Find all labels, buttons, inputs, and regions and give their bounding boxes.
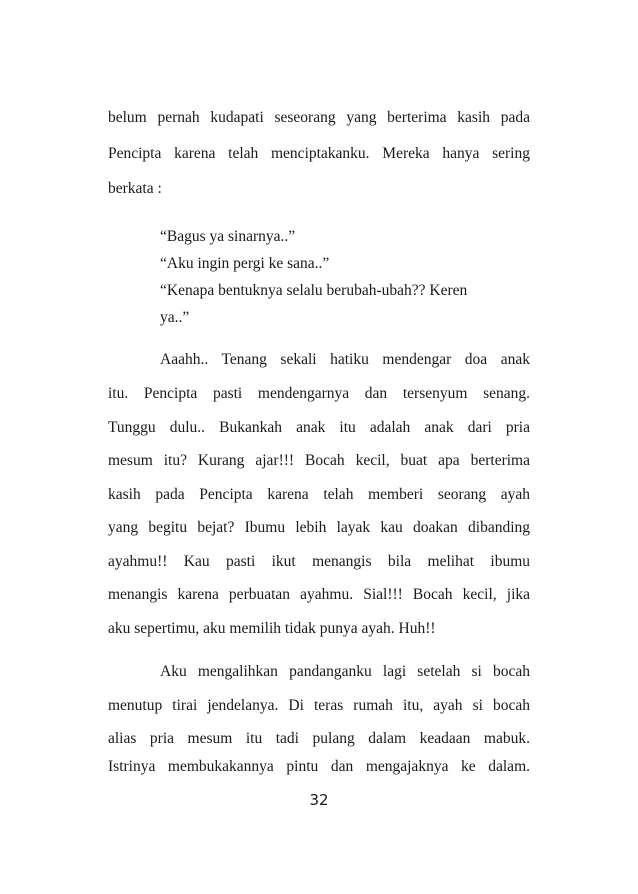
- quote-line-1: “Bagus ya sinarnya..”: [160, 228, 296, 245]
- page-number: 32: [309, 791, 329, 809]
- paragraph-1-line-3: berkata :: [108, 180, 162, 197]
- paragraph-2-line-5: kasih pada Pencipta karena telah memberi seorang ayah: [108, 486, 530, 503]
- quote-line-4: ya..”: [160, 309, 190, 326]
- paragraph-1-line-1: belum pernah kudapati seseorang yang berterima kasih pada: [108, 109, 530, 126]
- paragraph-3-line-1: Aku mengalihkan pandanganku lagi setelah si bocah: [160, 663, 530, 680]
- quote-line-2: “Aku ingin pergi ke sana..”: [160, 255, 330, 272]
- paragraph-2-line-8: menangis karena perbuatan ayahmu. Sial!!! Bocah kecil, jika: [108, 586, 530, 603]
- paragraph-3-line-2: menutup tirai jendelanya. Di teras rumah itu, ayah si bocah: [108, 697, 530, 714]
- paragraph-1-line-2: Pencipta karena telah menciptakanku. Mereka hanya sering: [108, 145, 530, 162]
- paragraph-2-line-9: aku sepertimu, aku memilih tidak punya ayah. Huh!!: [108, 620, 436, 637]
- paragraph-3-line-4: Istrinya membukakannya pintu dan mengajaknya ke dalam.: [108, 758, 530, 775]
- quote-line-3: “Kenapa bentuknya selalu berubah-ubah?? Keren: [160, 282, 468, 299]
- paragraph-2-line-4: mesum itu? Kurang ajar!!! Bocah kecil, buat apa berterima: [108, 452, 530, 469]
- paragraph-2-line-1: Aaahh.. Tenang sekali hatiku mendengar doa anak: [160, 351, 530, 368]
- paragraph-3-line-3: alias pria mesum itu tadi pulang dalam keadaan mabuk.: [108, 730, 530, 747]
- paragraph-2-line-6: yang begitu bejat? Ibumu lebih layak kau doakan dibanding: [108, 519, 530, 536]
- paragraph-2-line-3: Tunggu dulu.. Bukankah anak itu adalah anak dari pria: [108, 419, 530, 436]
- paragraph-2-line-2: itu. Pencipta pasti mendengarnya dan tersenyum senang.: [108, 385, 530, 402]
- paragraph-2-line-7: ayahmu!! Kau pasti ikut menangis bila melihat ibumu: [108, 553, 530, 570]
